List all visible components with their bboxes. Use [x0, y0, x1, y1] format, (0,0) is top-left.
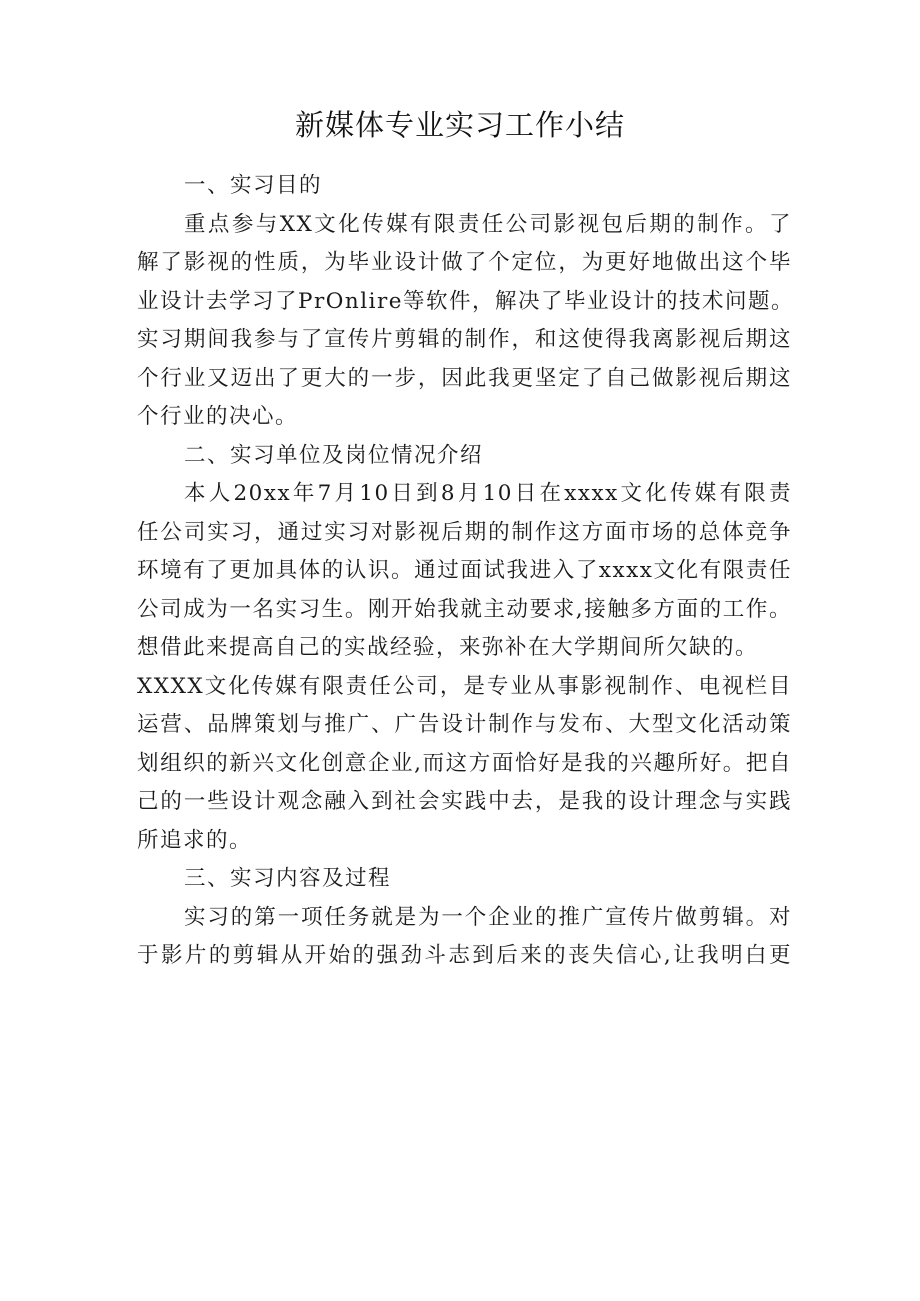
paragraph-line: 实习的第一项任务就是为一个企业的推广宣传片做剪辑。对 [184, 904, 792, 930]
paragraph-line: 环境有了更加具体的认识。通过面试我进入了xxxx文化有限责任 [137, 558, 792, 583]
document-body [137, 167, 792, 976]
paragraph-line: 个行业又迈出了更大的一步，因此我更坚定了自己做影视后期这 [137, 365, 792, 391]
paragraph-line: 划组织的新兴文化创意企业,而这方面恰好是我的兴趣所好。把自 [137, 750, 792, 776]
paragraph-line: 任公司实习，通过实习对影视后期的制作这方面市场的总体竞争 [137, 519, 792, 545]
document-title: 新媒体专业实习工作小结 [294, 108, 625, 142]
paragraph-line: 己的一些设计观念融入到社会实践中去，是我的设计理念与实践 [137, 789, 792, 814]
paragraph-line: 本人20xx年7月10日到8月10日在xxxx文化传媒有限责 [184, 481, 792, 506]
paragraph-line: 解了影视的性质，为毕业设计做了个定位，为更好地做出这个毕 [137, 250, 792, 275]
paragraph-line: 业设计去学习了PrOnlire等软件，解决了毕业设计的技术问题。 [137, 288, 794, 314]
paragraph-line: 于影片的剪辑从开始的强劲斗志到后来的丧失信心,让我明白更 [137, 943, 792, 968]
paragraph-line: 运营、品牌策划与推广、广告设计制作与发布、大型文化活动策 [137, 712, 792, 737]
paragraph-line: 重点参与XX文化传媒有限责任公司影视包后期的制作。了 [184, 211, 792, 237]
paragraph-line: 所追求的。 [137, 827, 253, 853]
section-heading: 三、实习内容及过程 [184, 866, 392, 891]
section-heading: 二、实习单位及岗位情况介绍 [184, 442, 484, 468]
paragraph-line: 实习期间我参与了宣传片剪辑的制作，和这使得我离影视后期这 [137, 327, 792, 352]
paragraph-line: 公司成为一名实习生。刚开始我就主动要求,接触多方面的工作。 [137, 596, 792, 622]
paragraph-line: 想借此来提高自己的实战经验，来弥补在大学期间所欠缺的。 [137, 635, 759, 660]
paragraph-line: XXXX文化传媒有限责任公司，是专业从事影视制作、电视栏目 [137, 673, 792, 699]
paragraph-line: 个行业的决心。 [137, 404, 299, 429]
section-heading: 一、实习目的 [184, 173, 323, 198]
